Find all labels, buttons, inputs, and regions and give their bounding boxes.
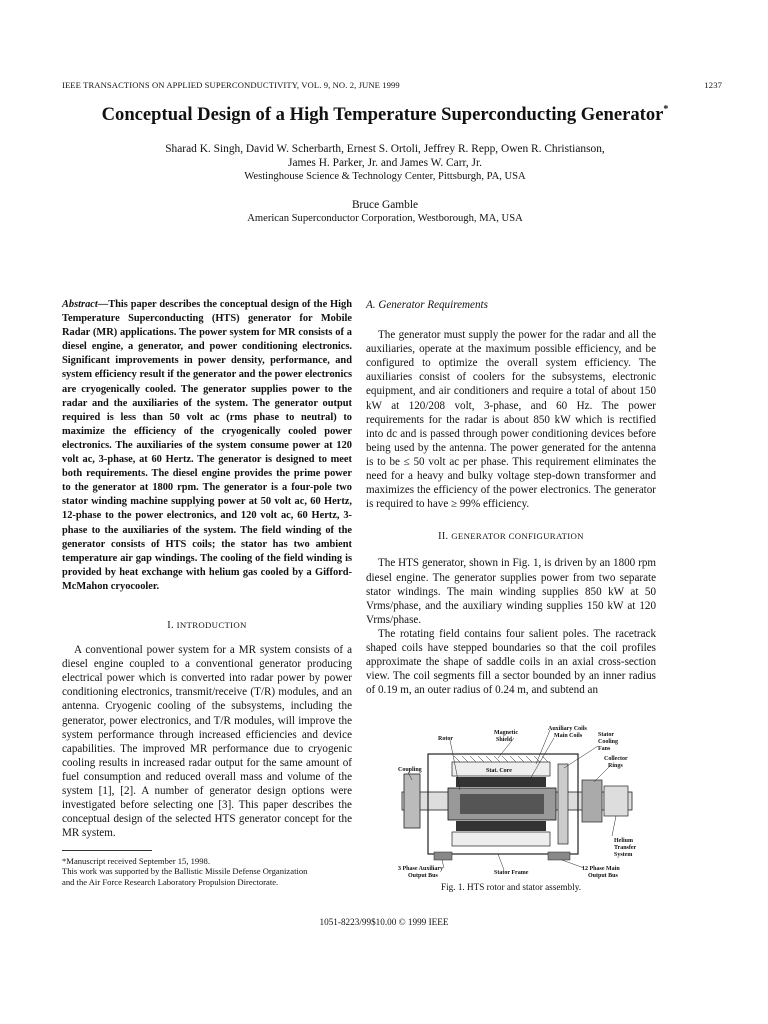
label-auxiliary-coils: Auxiliary Coils [548, 726, 587, 732]
journal-name: IEEE TRANSACTIONS ON APPLIED SUPERCONDUCTIVITY, VOL. 9, NO. 2, JUNE 1999 [62, 80, 400, 90]
rotor-coils [460, 794, 544, 814]
label-stator-frame: Stator Frame [494, 870, 529, 876]
helium-transfer-system [604, 786, 628, 816]
footnote [62, 856, 352, 887]
abstract-body: —This paper describes the conceptual design of the High Temperature Superconducting (HTS) generator for Mobile Radar (MR) applications. The power system for MR consists of a diesel engine, a generator, and power conditioning electronics. Significant improvements in power density, performance, and system efficiency result if the generator and the power electronics are cryogenically cooled. The generator supplies power to the radar and the auxiliaries of the system. The generator output required is less than 50 volt ac (rms phase to neutral) to maximize the efficiency of the cryogenically cooled power electronics. The auxiliaries of the system consume power at 120 volt ac, 3-phase, at 60 Hertz. The generator is designed to meet both requirements. The diesel engine provides the prime power to the generator at 1800 rpm. The generator is a four-pole two stator winding machine supplying power at 50 volt ac, 60 Hertz, 12-phase to the power electronics, and 120 volt ac, 60 Hertz, 3-phase to the auxiliaries of the system. The field winding of the generator consists of HTS coils; the stator has two ambient temperature air gap windings. The cooling of the field winding is provided by heat exchange with helium gas cooled by a Gifford-McMahon cryocooler. [62, 299, 352, 592]
requirements-paragraph: The generator must supply the power for the radar and all the auxiliaries, operate at the maximum possible efficiency, and be configured to optimize the overall system efficiency. The auxiliaries consist of coolers for the subsystems, electronic equipment, and air conditioners and require a total of about 150 kW at 120/208 volt, 3-phase, and 60 Hz. The power requirements for the radar is about 850 kW which is rectified into dc and is passed through power conditioning devices before being used by the antenna. The power generated for the antenna is to be ≤ 50 volt ac per phase. This requirement eliminates the need for a heavy and bulky voltage step-down transformer and maximizes the efficiency of the power electronics. The generator is required to have ≥ 99% efficiency. [366, 329, 656, 511]
footnote-rule [62, 850, 152, 851]
stator-cooling-fan [558, 764, 568, 844]
abstract [62, 298, 352, 594]
paper-title [40, 104, 730, 126]
footnote-line-1: *Manuscript received September 15, 1998. [62, 856, 210, 866]
label-rotor: Rotor [438, 736, 453, 742]
label-stator-2: Cooling [598, 739, 619, 745]
abstract-lead: Abstract [62, 299, 98, 310]
intro-heading-text: INTRODUCTION [176, 619, 247, 630]
author-block-2 [60, 198, 710, 226]
footnote-line-3: and the Air Force Research Laboratory Propulsion Directorate. [62, 876, 279, 887]
footnote-line-2: This work was supported by the Ballistic Missile Defense Organization [62, 866, 308, 877]
auxiliary-output-bus [434, 852, 452, 860]
config-heading [366, 529, 656, 544]
label-main-coils: Main Coils [554, 733, 583, 739]
label-collector-2: Rings [608, 763, 623, 769]
author-2: Bruce Gamble [351, 199, 419, 211]
authors-line-2: James H. Parker, Jr. and James W. Carr, Jr. [288, 157, 482, 169]
generator-assembly-figure [398, 724, 644, 884]
config-paragraph-1: The HTS generator, shown in Fig. 1, is driven by an 1800 rpm diesel engine. The generator supplies power from two separate stator windings. The main winding supplies 850 kW at 50 Vrms/phase, and the auxiliary winding supplies 150 kW at 120 Vrms/phase. [366, 557, 656, 626]
intro-heading-number: I. [167, 619, 177, 631]
intro-heading [62, 618, 352, 633]
authors-line-1: Sharad K. Singh, David W. Scherbarth, Ernest S. Ortoli, Jeffrey R. Repp, Owen R. Christianson, [165, 143, 605, 155]
title-footnote-mark: * [663, 104, 669, 115]
label-main-bus-2: Output Bus [588, 873, 618, 879]
label-aux-bus-1: 3 Phase Auxiliary [398, 866, 444, 872]
right-column [366, 298, 656, 697]
page-number: 1237 [704, 80, 722, 90]
figure-caption: Fig. 1. HTS rotor and stator assembly. [440, 882, 581, 892]
intro-paragraph: A conventional power system for a MR system consists of a diesel engine coupled to a conventional generator producing electrical power which is converted into radar power by power conditioning electronics, transmit/receive (T/R) modules, and an antenna. Cryogenic cooling of the subsystems, including the generator, power electronics, and T/R modules, will improve the system performance through increased efficiencies and device capabilities. The improved MR performance due to cryogenic cooling results in increased radar output for the same amount of fuel consumption and reduced overall mass and volume of the system [1], [2]. A number of generator design options were investigated before selecting one [3]. This paper describes the conceptual design of the selected HTS generator concept for the MR system. [62, 644, 352, 840]
magnetic-shield [454, 756, 548, 762]
label-collector-1: Collector [604, 756, 628, 762]
label-stator-1: Stator [598, 732, 614, 738]
label-helium-1: Helium [614, 838, 633, 844]
stator-core-bottom [452, 832, 550, 846]
config-heading-number: II. [438, 531, 452, 543]
config-heading-text: GENERATOR CONFIGURATION [451, 531, 584, 542]
collector-rings [582, 780, 602, 822]
label-magnetic-1: Magnetic [494, 730, 518, 736]
label-helium-3: System [614, 852, 633, 858]
main-output-bus [548, 852, 570, 860]
label-aux-bus-2: Output Bus [408, 873, 438, 879]
label-main-bus-1: 12 Phase Main [582, 866, 620, 872]
label-magnetic-2: Shield [496, 737, 513, 743]
label-coupling: Coupling [398, 767, 422, 773]
coupling [404, 774, 420, 828]
label-stator-3: Fans [598, 746, 611, 752]
left-column [62, 298, 352, 840]
requirements-heading: A. Generator Requirements [366, 299, 488, 311]
title-text: Conceptual Design of a High Temperature Superconducting Generator [101, 104, 664, 125]
label-helium-2: Transfer [614, 845, 637, 851]
config-paragraph-2: The rotating field contains four salient poles. The racetrack shaped coils have stepped boundaries so that the coil profiles approximate the shape of saddle coils in an axial cross-section view. The coil segments fill a sector bounded by an inner radius of 0.19 m, an outer radius of 0.24 m, and subtend an [366, 627, 656, 697]
label-stat-core: Stat. Core [486, 768, 512, 774]
copyright-footer: 1051-8223/99$10.00 © 1999 IEEE [319, 917, 449, 927]
main-coils-top [456, 777, 546, 787]
running-header [62, 80, 722, 94]
affiliation-1: Westinghouse Science & Technology Center, Pittsburgh, PA, USA [244, 171, 526, 182]
author-block-1 [60, 142, 710, 184]
affiliation-2: American Superconductor Corporation, Westborough, MA, USA [247, 213, 523, 224]
main-coils-bottom [456, 821, 546, 831]
